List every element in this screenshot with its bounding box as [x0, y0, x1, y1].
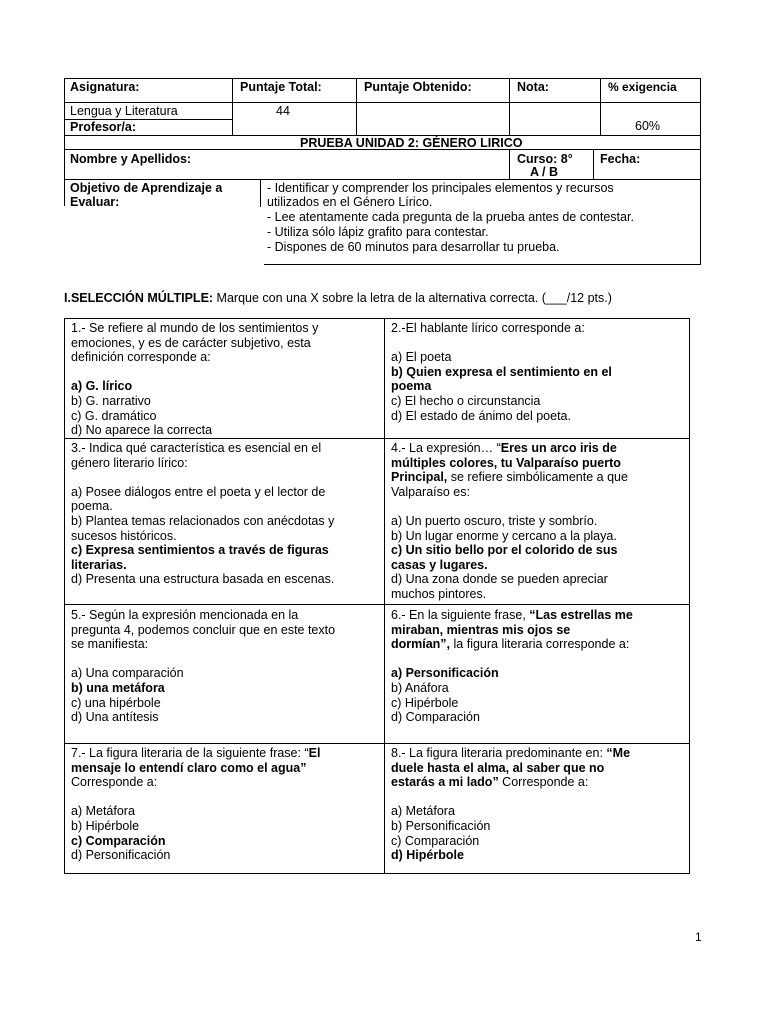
answer-option[interactable]: d) No aparece la correcta	[71, 423, 213, 438]
instruction-line: - Lee atentamente cada pregunta de la prueba antes de contestar.	[267, 210, 634, 224]
question-text: 1.- Se refiere al mundo de los sentimientos y	[71, 321, 319, 335]
question-8	[391, 746, 687, 863]
table-divider	[600, 78, 601, 135]
answer-option[interactable]: b) Un lugar enorme y cercano a la playa.	[391, 528, 617, 543]
answer-option[interactable]: sucesos históricos.	[71, 528, 177, 543]
question-text: 5.- Según la expresión mencionada en la	[71, 608, 299, 622]
question-text	[71, 746, 381, 761]
answer-option[interactable]: c) una hipérbole	[71, 695, 161, 710]
question-4	[391, 441, 687, 602]
quoted-phrase: miraban, mientras mis ojos se	[391, 622, 571, 637]
answer-option[interactable]: poema.	[71, 499, 113, 514]
nombre-label: Nombre y Apellidos:	[70, 152, 192, 166]
question-text-segment: Valparaíso es:	[391, 484, 470, 499]
correct-option[interactable]: c) Expresa sentimientos a través de figuras	[71, 543, 329, 558]
question-text	[391, 470, 687, 485]
page-number: 1	[695, 930, 702, 944]
objetivo-label: Evaluar:	[70, 195, 120, 209]
puntaje-total-label: Puntaje Total:	[240, 80, 322, 94]
question-text: 2.-El hablante lírico corresponde a:	[391, 321, 585, 335]
answer-option[interactable]: a) Posee diálogos entre el poeta y el lector de	[71, 484, 326, 499]
table-divider	[260, 179, 261, 207]
question-text: definición corresponde a:	[71, 350, 211, 365]
grid-divider	[65, 604, 689, 605]
answer-option[interactable]: d) Comparación	[391, 710, 480, 725]
spacer	[71, 470, 381, 485]
puntaje-obtenido-label: Puntaje Obtenido:	[364, 80, 472, 94]
curso-label: Curso: 8°	[517, 152, 573, 166]
question-text: se manifiesta:	[71, 637, 149, 652]
header-table	[64, 78, 701, 265]
table-border	[700, 78, 701, 265]
quoted-phrase: múltiples colores, tu Valparaíso puerto	[391, 455, 621, 470]
asignatura-label: Asignatura:	[70, 80, 140, 94]
correct-option[interactable]: c) Comparación	[71, 833, 166, 848]
question-text-segment: Corresponde a:	[71, 775, 158, 790]
question-text: pregunta 4, podemos concluir que en este texto	[71, 622, 336, 637]
question-7	[71, 746, 381, 863]
question-text-segment: 6.- En la siguiente frase,	[391, 608, 530, 622]
question-2	[391, 321, 687, 423]
answer-option[interactable]: b) Anáfora	[391, 680, 449, 695]
spacer	[71, 365, 381, 380]
table-border	[264, 264, 701, 265]
fecha-label: Fecha:	[600, 152, 641, 166]
answer-option[interactable]: c) Comparación	[391, 833, 480, 848]
table-divider	[64, 179, 701, 180]
spacer	[71, 652, 381, 667]
table-divider	[509, 78, 510, 135]
answer-option[interactable]: c) El hecho o circunstancia	[391, 393, 541, 408]
curso-value: A / B	[530, 165, 559, 179]
spacer	[391, 652, 687, 667]
question-5	[71, 608, 381, 725]
quoted-phrase: estarás a mi lado”	[391, 775, 499, 790]
table-border	[64, 78, 65, 206]
table-divider	[232, 78, 233, 135]
questions-grid	[64, 318, 690, 874]
correct-option[interactable]: d) Hipérbole	[391, 848, 464, 863]
table-divider	[356, 78, 357, 135]
answer-option[interactable]: c) G. dramático	[71, 408, 157, 423]
answer-option[interactable]: a) Metáfora	[391, 804, 455, 819]
test-title: PRUEBA UNIDAD 2: GÉNERO LIRICO	[300, 136, 523, 150]
question-text	[71, 775, 381, 790]
question-text	[391, 441, 687, 456]
question-text: 3.- Indica qué característica es esencial en el	[71, 441, 322, 455]
question-text: género literario lírico:	[71, 455, 188, 470]
quoted-phrase: El	[308, 746, 321, 760]
correct-option[interactable]: poema	[391, 379, 432, 394]
answer-option[interactable]: a) Metáfora	[71, 804, 135, 819]
section-title	[64, 291, 612, 306]
question-text-segment: la figura literaria corresponde a:	[450, 637, 630, 652]
question-text: emociones, y es de carácter subjetivo, esta	[71, 335, 311, 350]
answer-option[interactable]: muchos pintores.	[391, 586, 487, 601]
correct-option[interactable]: b) Quien expresa el sentimiento en el	[391, 364, 612, 379]
question-text	[391, 761, 687, 776]
table-divider	[593, 149, 594, 179]
answer-option[interactable]: b) Plantea temas relacionados con anécdotas y	[71, 513, 335, 528]
quoted-phrase: duele hasta el alma, al saber que no	[391, 760, 605, 775]
question-text	[391, 746, 687, 761]
question-text-segment: Corresponde a:	[498, 775, 589, 790]
question-text	[71, 761, 381, 776]
question-6	[391, 608, 687, 725]
question-text-segment: se refiere simbólicamente a que	[447, 470, 628, 485]
answer-option[interactable]: d) Presenta una estructura basada en escenas.	[71, 572, 335, 587]
question-text	[391, 608, 687, 623]
question-1	[71, 321, 381, 438]
grid-divider	[384, 319, 385, 873]
answer-option[interactable]: a) Una comparación	[71, 666, 184, 681]
correct-option[interactable]: a) G. lírico	[71, 379, 133, 394]
question-text	[391, 775, 687, 790]
spacer	[391, 499, 687, 514]
question-text	[391, 485, 687, 500]
quoted-phrase: mensaje lo entendí claro como el agua”	[71, 760, 307, 775]
objetivo-text: utilizados en el Género Lírico.	[267, 195, 433, 209]
answer-option[interactable]: b) Personificación	[391, 818, 491, 833]
answer-option[interactable]: d) Personificación	[71, 848, 171, 863]
table-divider	[509, 149, 510, 179]
table-divider	[64, 102, 701, 103]
spacer	[391, 790, 687, 805]
puntaje-total-value: 44	[276, 104, 290, 118]
grid-divider	[65, 438, 689, 439]
answer-option[interactable]: b) Hipérbole	[71, 818, 140, 833]
exigencia-value: 60%	[635, 119, 661, 133]
instruction-line: - Dispones de 60 minutos para desarrollar tu prueba.	[267, 240, 560, 254]
spacer	[391, 336, 687, 351]
objetivo-label: Objetivo de Aprendizaje a	[70, 181, 223, 195]
spacer	[71, 790, 381, 805]
answer-option[interactable]: b) G. narrativo	[71, 393, 151, 408]
objetivo-text: - Identificar y comprender los principales elementos y recursos	[267, 181, 614, 195]
section-instruction: Marque con una X sobre la letra de la alternativa correcta. (___/12 pts.)	[213, 291, 612, 305]
answer-option[interactable]: d) Una zona donde se pueden apreciar	[391, 572, 608, 587]
quoted-phrase: “Me	[606, 746, 631, 760]
answer-option[interactable]: c) Hipérbole	[391, 695, 459, 710]
question-text-segment: 7.- La figura literaria de la siguiente frase: “	[71, 746, 309, 760]
question-text-segment: 4.- La expresión… “	[391, 441, 501, 455]
question-text-segment: 8.- La figura literaria predominante en:	[391, 746, 607, 760]
profesor-label: Profesor/a:	[70, 120, 136, 134]
correct-option[interactable]: c) Un sitio bello por el colorido de sus	[391, 543, 618, 558]
correct-option[interactable]: a) Personificación	[391, 666, 499, 681]
quoted-phrase: Eres un arco iris de	[500, 441, 617, 455]
grid-divider	[65, 743, 689, 744]
table-border	[64, 78, 701, 79]
instruction-line: - Utiliza sólo lápiz grafito para contestar.	[267, 225, 489, 239]
asignatura-value: Lengua y Literatura	[70, 104, 178, 118]
nota-label: Nota:	[517, 80, 549, 94]
exigencia-label: % exigencia	[608, 80, 677, 94]
correct-option[interactable]: literarias.	[71, 557, 127, 572]
quoted-phrase: Principal,	[391, 470, 448, 485]
answer-option[interactable]: a) El poeta	[391, 350, 452, 365]
answer-option[interactable]: d) El estado de ánimo del poeta.	[391, 408, 571, 423]
section-title-bold: I.SELECCIÓN MÚLTIPLE:	[64, 291, 214, 305]
question-3	[71, 441, 381, 587]
quoted-phrase: “Las estrellas me	[529, 608, 633, 622]
answer-option[interactable]: d) Una antítesis	[71, 710, 159, 725]
answer-option[interactable]: a) Un puerto oscuro, triste y sombrío.	[391, 513, 598, 528]
quoted-phrase: dormían”,	[391, 637, 451, 652]
question-text	[391, 623, 687, 638]
question-text	[391, 456, 687, 471]
question-text	[391, 637, 687, 652]
correct-option[interactable]: casas y lugares.	[391, 557, 488, 572]
correct-option[interactable]: b) una metáfora	[71, 680, 165, 695]
